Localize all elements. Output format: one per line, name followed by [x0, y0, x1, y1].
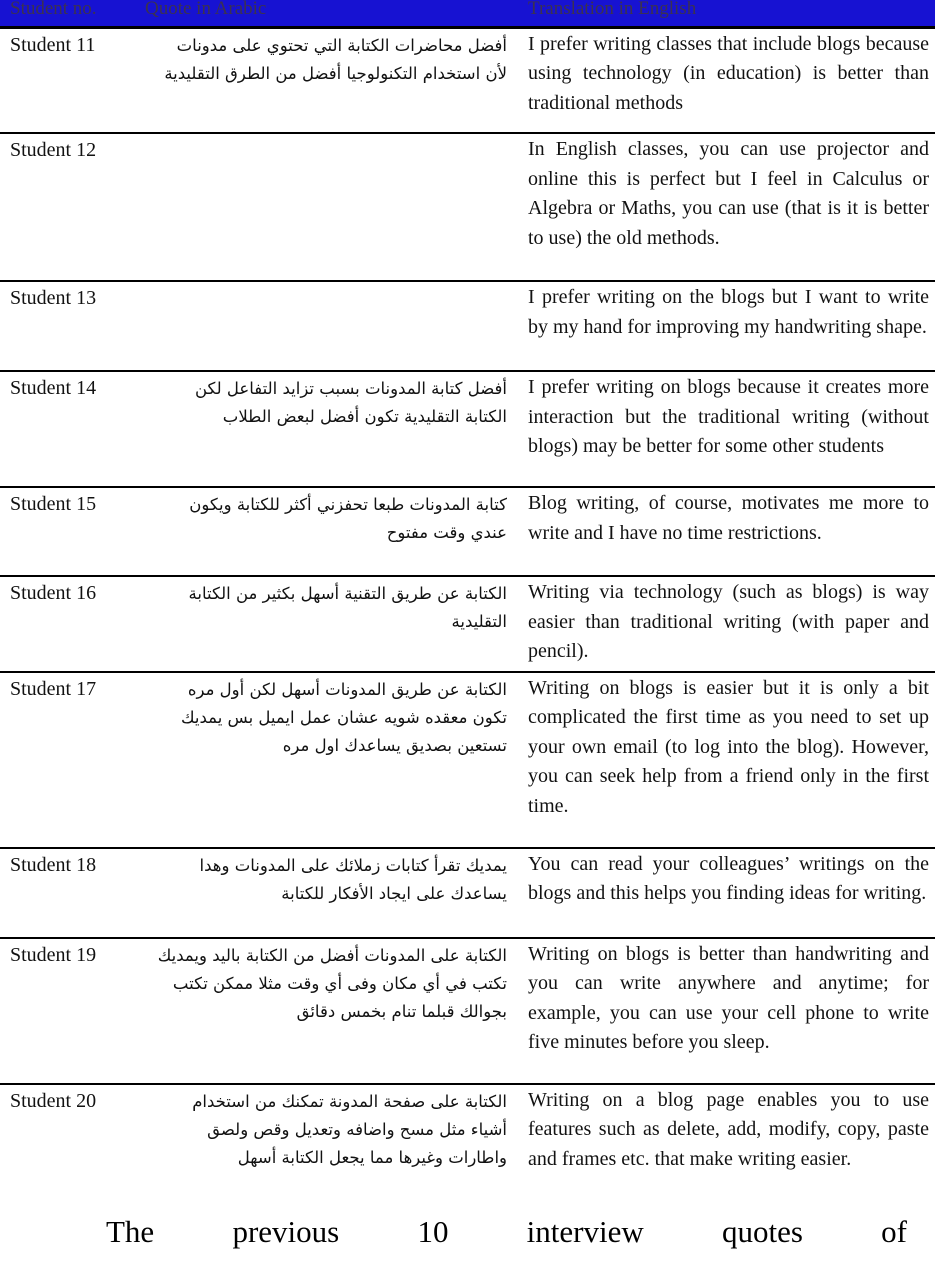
english-translation-cell: I prefer writing classes that include blogs because using technology (in education) is better than traditional methods	[528, 32, 929, 114]
english-translation-cell: Blog writing, of course, motivates me more to write and I have no time restrictions.	[515, 487, 935, 576]
student-no-cell: Student 16	[0, 576, 145, 672]
student-no-cell: Student 12	[0, 133, 145, 281]
header-student-no-label: Student no.	[10, 0, 97, 19]
table-row	[0, 938, 935, 1084]
arabic-quote-cell: الكتابة على صفحة المدونة تمكنك من استخدام أشياء مثل مسح واضافه وتعديل وقص ولصق واطارات وغيرها مما يجعل الكتابة أسهل	[145, 1084, 515, 1206]
english-translation-cell: You can read your colleagues’ writings on the blogs and this helps you finding ideas for writing.	[515, 848, 935, 938]
english-translation-cell: Writing via technology (such as blogs) is way easier than traditional writing (with paper and pencil).	[515, 576, 935, 672]
student-no-cell: Student 15	[0, 487, 145, 576]
arabic-quote-cell	[145, 281, 515, 371]
arabic-quote-cell: الكتابة على المدونات أفضل من الكتابة باليد ويمديك تكتب في أي مكان وفى أي وقت مثلا ممكن تكتب بجوالك قبلما تنام بخمس دقائق	[145, 938, 515, 1084]
table-row	[0, 133, 935, 281]
student-no-cell: Student 19	[0, 938, 145, 1084]
student-no-cell: Student 17	[0, 672, 145, 848]
student-no-cell: Student 18	[0, 848, 145, 938]
table-body	[0, 27, 935, 1206]
header-translation-english-label: Translation in English	[528, 0, 697, 19]
paragraph-text: The previous 10 interview quotes of	[106, 1213, 907, 1249]
student-no-cell: Student 14	[0, 371, 145, 487]
arabic-quote-cell: الكتابة عن طريق المدونات أسهل لكن أول مره تكون معقده شويه عشان عمل ايميل بس يمديك تستعين بصديق يساعدك اول مره	[145, 672, 515, 848]
arabic-quote-cell: أفضل محاضرات الكتابة التي تحتوي على مدونات لأن استخدام التكنولوجيا أفضل من الطرق التقليدية	[164, 35, 507, 83]
english-translation-cell: Writing on blogs is easier but it is only a bit complicated the first time as you need to set up your own email (to log into the blog). However, you can seek help from a friend only in the first time.	[515, 672, 935, 848]
english-translation-cell: Writing on blogs is better than handwriting and you can write anywhere and anytime; for example, you can use your cell phone to write five minutes before you sleep.	[515, 938, 935, 1084]
table-row	[0, 672, 935, 848]
arabic-quote-cell: أفضل كتابة المدونات بسبب تزايد التفاعل لكن الكتابة التقليدية تكون أفضل لبعض الطلاب	[145, 371, 515, 487]
table-row	[0, 281, 935, 371]
arabic-quote-cell	[145, 133, 515, 281]
english-translation-cell: I prefer writing on the blogs but I want to write by my hand for improving my handwriting shape.	[515, 281, 935, 371]
english-translation-cell: I prefer writing on blogs because it creates more interaction but the traditional writing (without blogs) may be better for some other students	[515, 371, 935, 487]
table-row	[0, 487, 935, 576]
header-quote-arabic-label: Quote in Arabic	[145, 0, 267, 19]
arabic-quote-cell: الكتابة عن طريق التقنية أسهل بكثير من الكتابة التقليدية	[145, 576, 515, 672]
table-header-row	[0, 0, 935, 27]
header-quote-arabic	[145, 0, 515, 27]
table-row	[0, 576, 935, 672]
english-translation-cell: In English classes, you can use projector and online this is perfect but I feel in Calculus or Algebra or Maths, you can use (that is it is better to use) the old methods.	[515, 133, 935, 281]
student-no-cell: Student 11	[10, 33, 96, 56]
table-row	[0, 848, 935, 938]
header-translation-english	[515, 0, 935, 27]
student-no-cell: Student 13	[0, 281, 145, 371]
header-student-no	[0, 0, 145, 27]
student-no-cell: Student 20	[0, 1084, 145, 1206]
table-row	[0, 371, 935, 487]
arabic-quote-cell: يمديك تقرأ كتابات زملائك على المدونات وهدا يساعدك على ايجاد الأفكار للكتابة	[145, 848, 515, 938]
arabic-quote-cell: كتابة المدونات طبعا تحفزني أكثر للكتابة ويكون عندي وقت مفتوح	[145, 487, 515, 576]
table-row	[0, 27, 935, 133]
english-translation-cell: Writing on a blog page enables you to use features such as delete, add, modify, copy, paste and frames etc. that make writing easier.	[515, 1084, 935, 1206]
table-row	[0, 1084, 935, 1206]
